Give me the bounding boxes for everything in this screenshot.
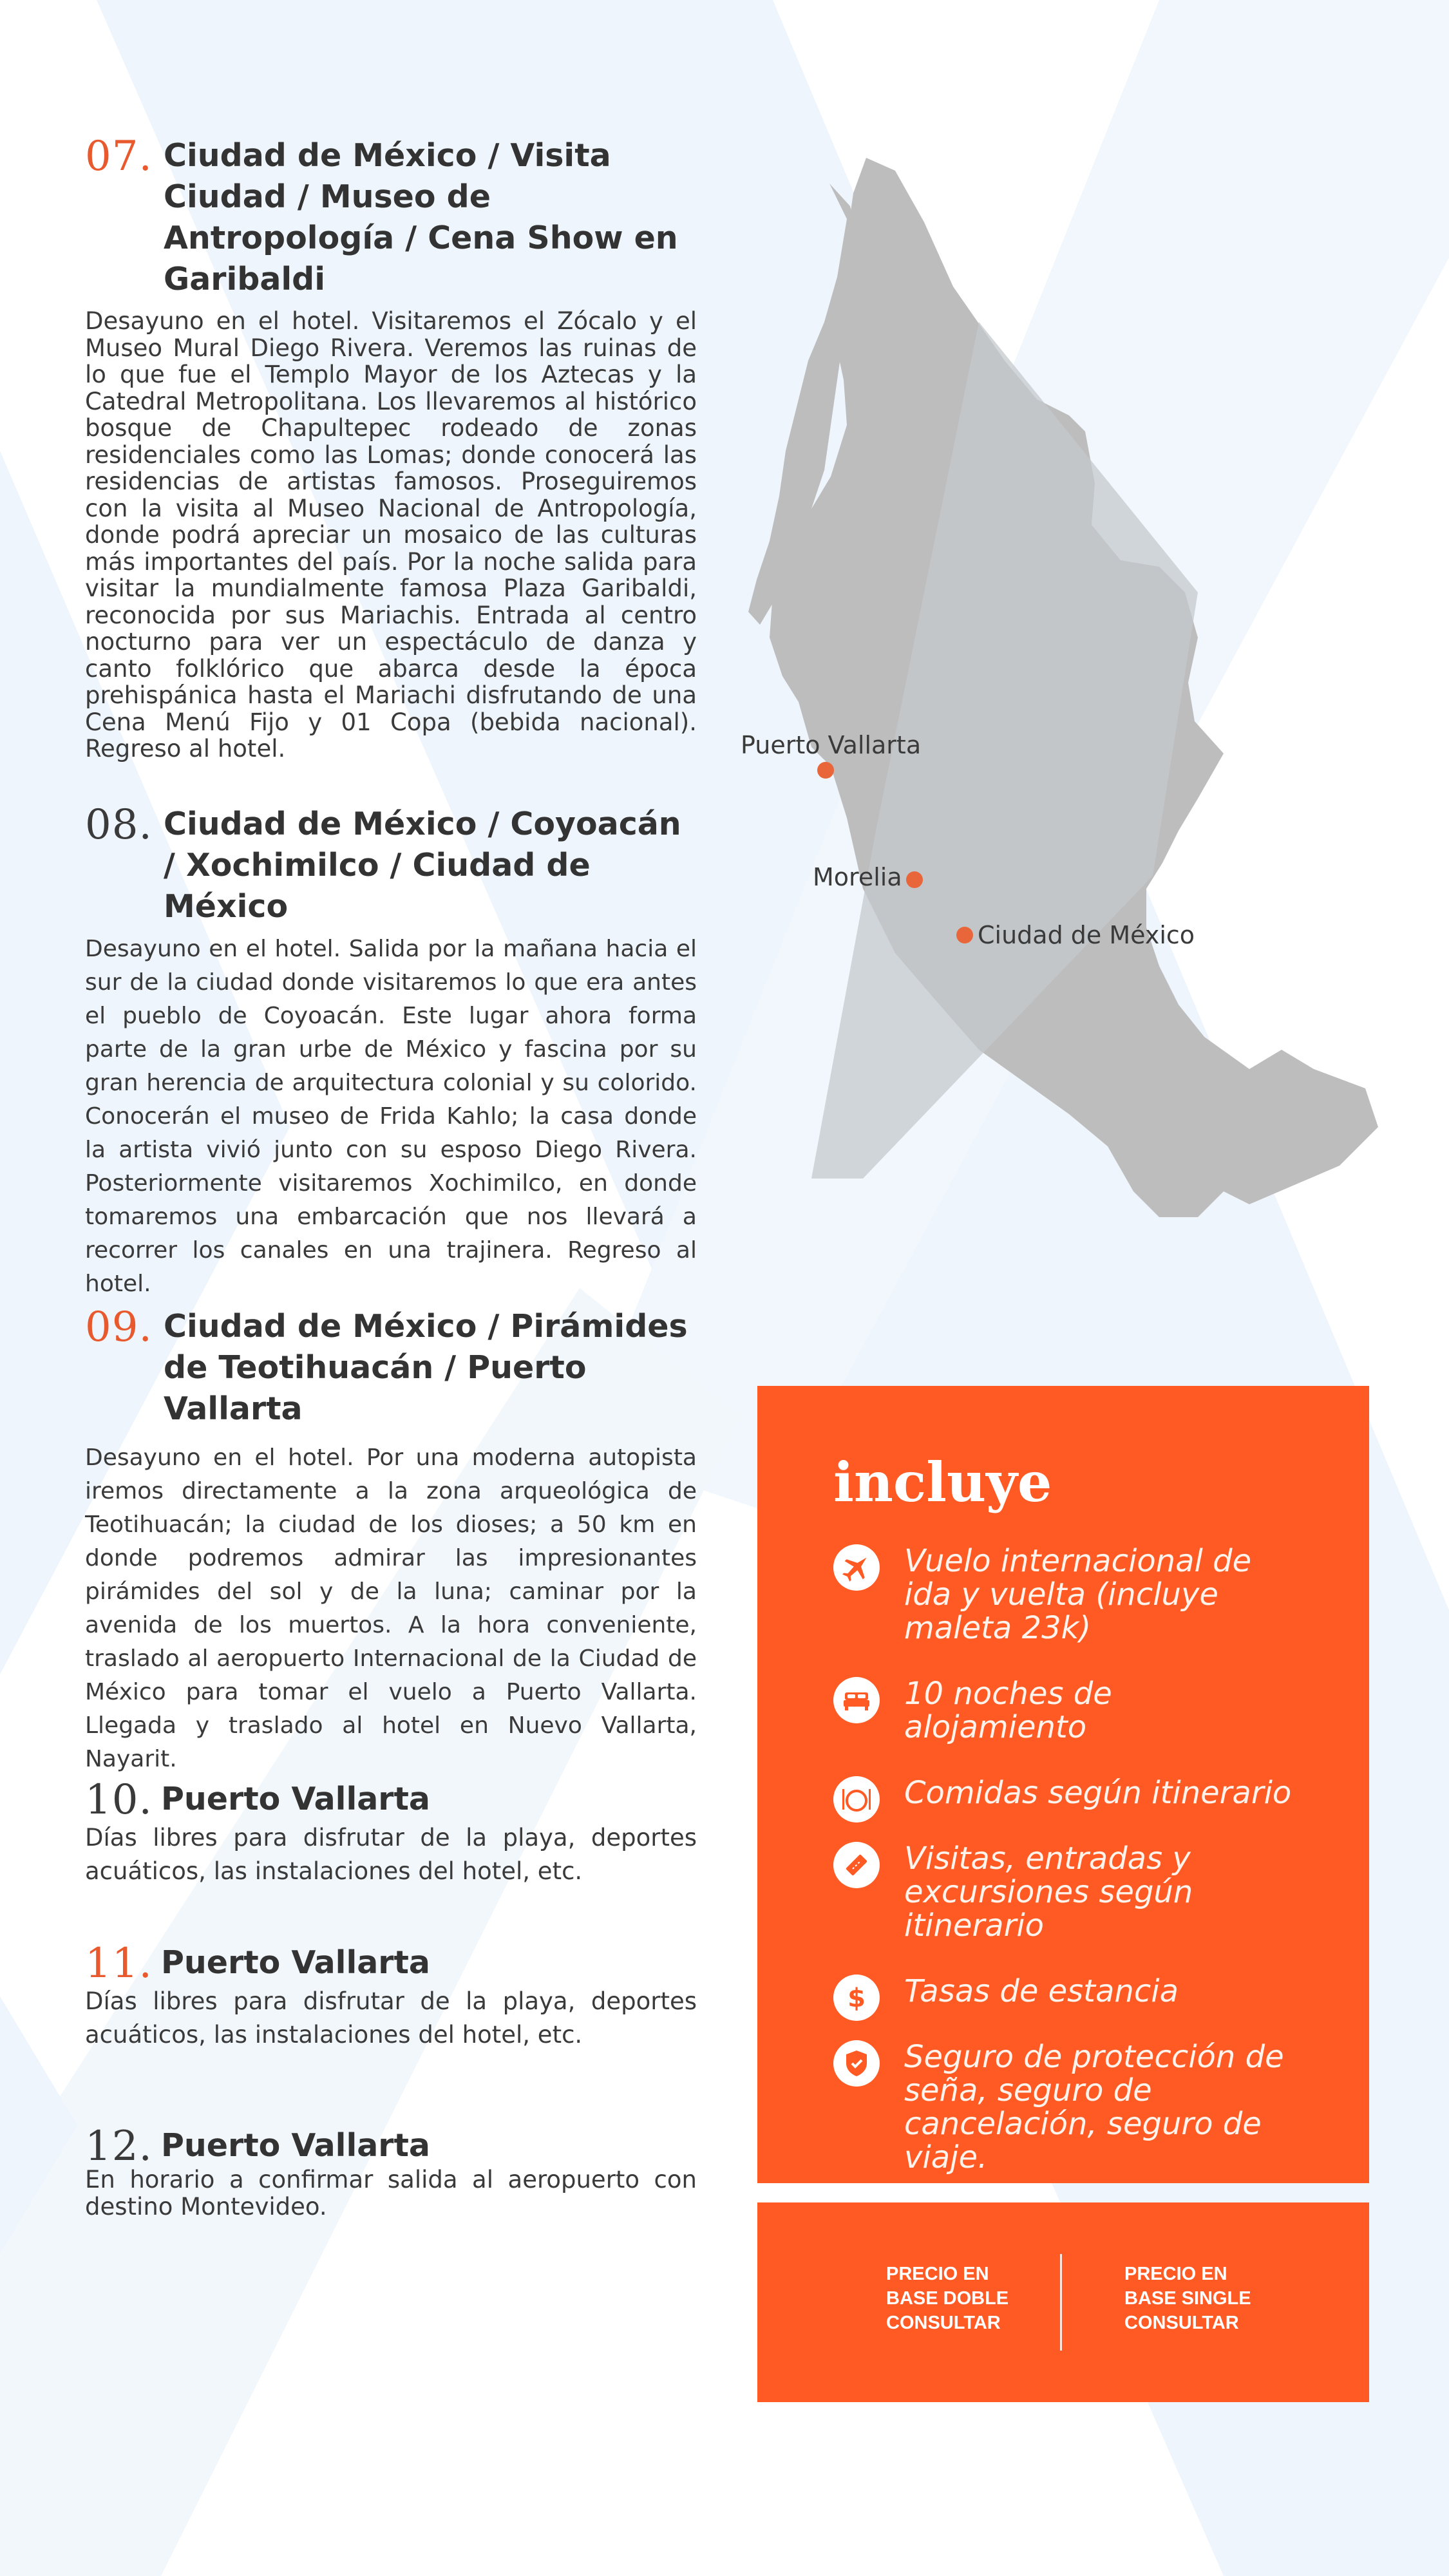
day-09-header [85, 1303, 697, 1430]
plate-cutlery-icon [833, 1776, 880, 1823]
price-single-line3: CONSULTAR [1124, 2313, 1239, 2333]
includes-item-text: Tasas de estancia [904, 1973, 1179, 2009]
mexico-map [734, 148, 1378, 1243]
day-description: Desayuno en el hotel. Visitaremos el Zócalo y el Museo Mural Diego Rivera. Veremos las ruinas de lo que fue el Templo Mayor de los Aztecas y la Catedral Metropolitana. Los llevaremos al histórico bosque de Chapultepec rodeado de zonas residenciales como las Lomas; donde conocerá las residencias de artistas famosos. Proseguiremos con la visita al Museo Nacional de Antropología, donde podrá apreciar un mosaico de las culturas más importantes del país. Por la noche salida para visitar la mundialmente famosa Plaza Garibaldi, reconocida por sus Mariachis. Entrada al centro nocturno para ver un espectáculo de danza y canto folklórico que abarca desde la época prehispánica hasta el Mariachi disfrutando de una Cena Menú Fijo y 01 Copa (bebida nacional). Regreso al hotel. [85, 307, 697, 762]
day-title: Puerto Vallarta [161, 2127, 430, 2164]
includes-item-text: Comidas según itinerario [904, 1775, 1292, 1811]
day-08 [85, 801, 697, 1301]
city-marker-morelia [906, 871, 923, 888]
price-double-line3: CONSULTAR [886, 2313, 1001, 2333]
dollar-icon [833, 1975, 880, 2021]
price-double-line1: PRECIO EN [886, 2264, 989, 2284]
day-10-header [85, 1776, 697, 1824]
day-title: Puerto Vallarta [161, 1781, 430, 1817]
day-number: 10. [85, 1776, 153, 1824]
includes-list [833, 1544, 1297, 2206]
city-label-puerto-vallarta: Puerto Vallarta [741, 731, 922, 759]
includes-item [833, 1842, 1297, 1942]
day-number: 11. [85, 1940, 153, 1987]
includes-item [833, 2040, 1297, 2174]
includes-item-text: Vuelo internacional de ida y vuelta (incluye maleta 23k) [904, 1543, 1252, 1646]
day-description: Desayuno en el hotel. Por una moderna autopista iremos directamente a la zona arqueológica de Teotihuacán; la ciudad de los dioses; a 50 km en donde podremos admirar las impresionantes pirámides del sol y de la luna; caminar por la avenida de los muertos. A la hora conveniente, traslado al aeropuerto Internacional de la Ciudad de México para tomar el vuelo a Puerto Vallarta. Llegada y traslado al hotel en Nuevo Vallarta, Nayarit. [85, 1444, 697, 1772]
day-number: 12. [85, 2123, 153, 2170]
includes-item-text: 10 noches de alojamiento [904, 1676, 1112, 1745]
airplane-icon [833, 1544, 880, 1591]
includes-item [833, 1677, 1297, 1744]
day-description: Días libres para disfrutar de la playa, deportes acuáticos, las instalaciones del hotel, etc. [85, 1987, 697, 2049]
ticket-icon [833, 1842, 880, 1888]
price-divider [1060, 2254, 1062, 2351]
city-marker-puerto-vallarta [817, 762, 834, 779]
day-12 [85, 2125, 697, 2221]
day-08-header [85, 801, 697, 927]
includes-item-text: Visitas, entradas y excursiones según itinerario [904, 1841, 1193, 1944]
day-number: 07. [85, 133, 153, 180]
day-title: Ciudad de México / Coyoacán / Xochimilco / Ciudad de México [164, 806, 681, 925]
prices-panel [757, 2202, 1369, 2402]
day-10 [85, 1776, 697, 1888]
includes-item-text: Seguro de protección de seña, seguro de cancelación, seguro de viaje. [904, 2039, 1284, 2175]
day-title: Ciudad de México / Visita Ciudad / Museo de Antropología / Cena Show en Garibaldi [164, 137, 678, 298]
includes-item [833, 1544, 1297, 1645]
includes-item [833, 1973, 1297, 2013]
day-07-header [85, 135, 697, 300]
day-07 [85, 135, 697, 762]
svg-text:$: $ [848, 1984, 866, 2013]
day-number: 08. [85, 801, 153, 849]
day-title: Puerto Vallarta [161, 1944, 430, 1981]
price-single [1124, 2262, 1292, 2335]
day-title: Ciudad de México / Pirámides de Teotihuacán / Puerto Vallarta [164, 1308, 688, 1427]
price-single-line2: BASE SINGLE [1124, 2288, 1251, 2309]
includes-item [833, 1776, 1297, 1810]
day-number: 09. [85, 1303, 153, 1351]
includes-panel [757, 1386, 1369, 2183]
city-label-morelia: Morelia [813, 863, 902, 891]
day-09 [85, 1303, 697, 1776]
shield-check-icon [833, 2040, 880, 2087]
price-double-line2: BASE DOBLE [886, 2288, 1009, 2309]
city-label-ciudad-de-mexico: Ciudad de México [978, 921, 1195, 949]
day-11-header [85, 1940, 697, 1987]
day-11 [85, 1942, 697, 2052]
day-description: Desayuno en el hotel. Salida por la mañana hacia el sur de la ciudad donde visitaremos lo que era antes el pueblo de Coyoacán. Este lugar ahora forma parte de la gran urbe de México y fascina por su gran herencia de arquitectura colonial y su colorido. Conocerán el museo de Frida Kahlo; la casa donde la artista vivió junto con su esposo Diego Rivera. Posteriormente visitaremos Xochimilco, en donde tomaremos una embarcación que nos llevará a recorrer los canales en una trajinera. Regreso al hotel. [85, 936, 697, 1297]
bed-icon [833, 1677, 880, 1723]
day-12-header [85, 2123, 697, 2170]
price-double [886, 2262, 1054, 2335]
day-description: Días libres para disfrutar de la playa, deportes acuáticos, las instalaciones del hotel, etc. [85, 1824, 697, 1885]
day-description: En horario a confirmar salida al aeropuerto con destino Montevideo. [85, 2166, 697, 2221]
city-marker-ciudad-de-mexico [956, 927, 973, 943]
includes-title: incluye [833, 1450, 1052, 1514]
price-single-line1: PRECIO EN [1124, 2264, 1227, 2284]
